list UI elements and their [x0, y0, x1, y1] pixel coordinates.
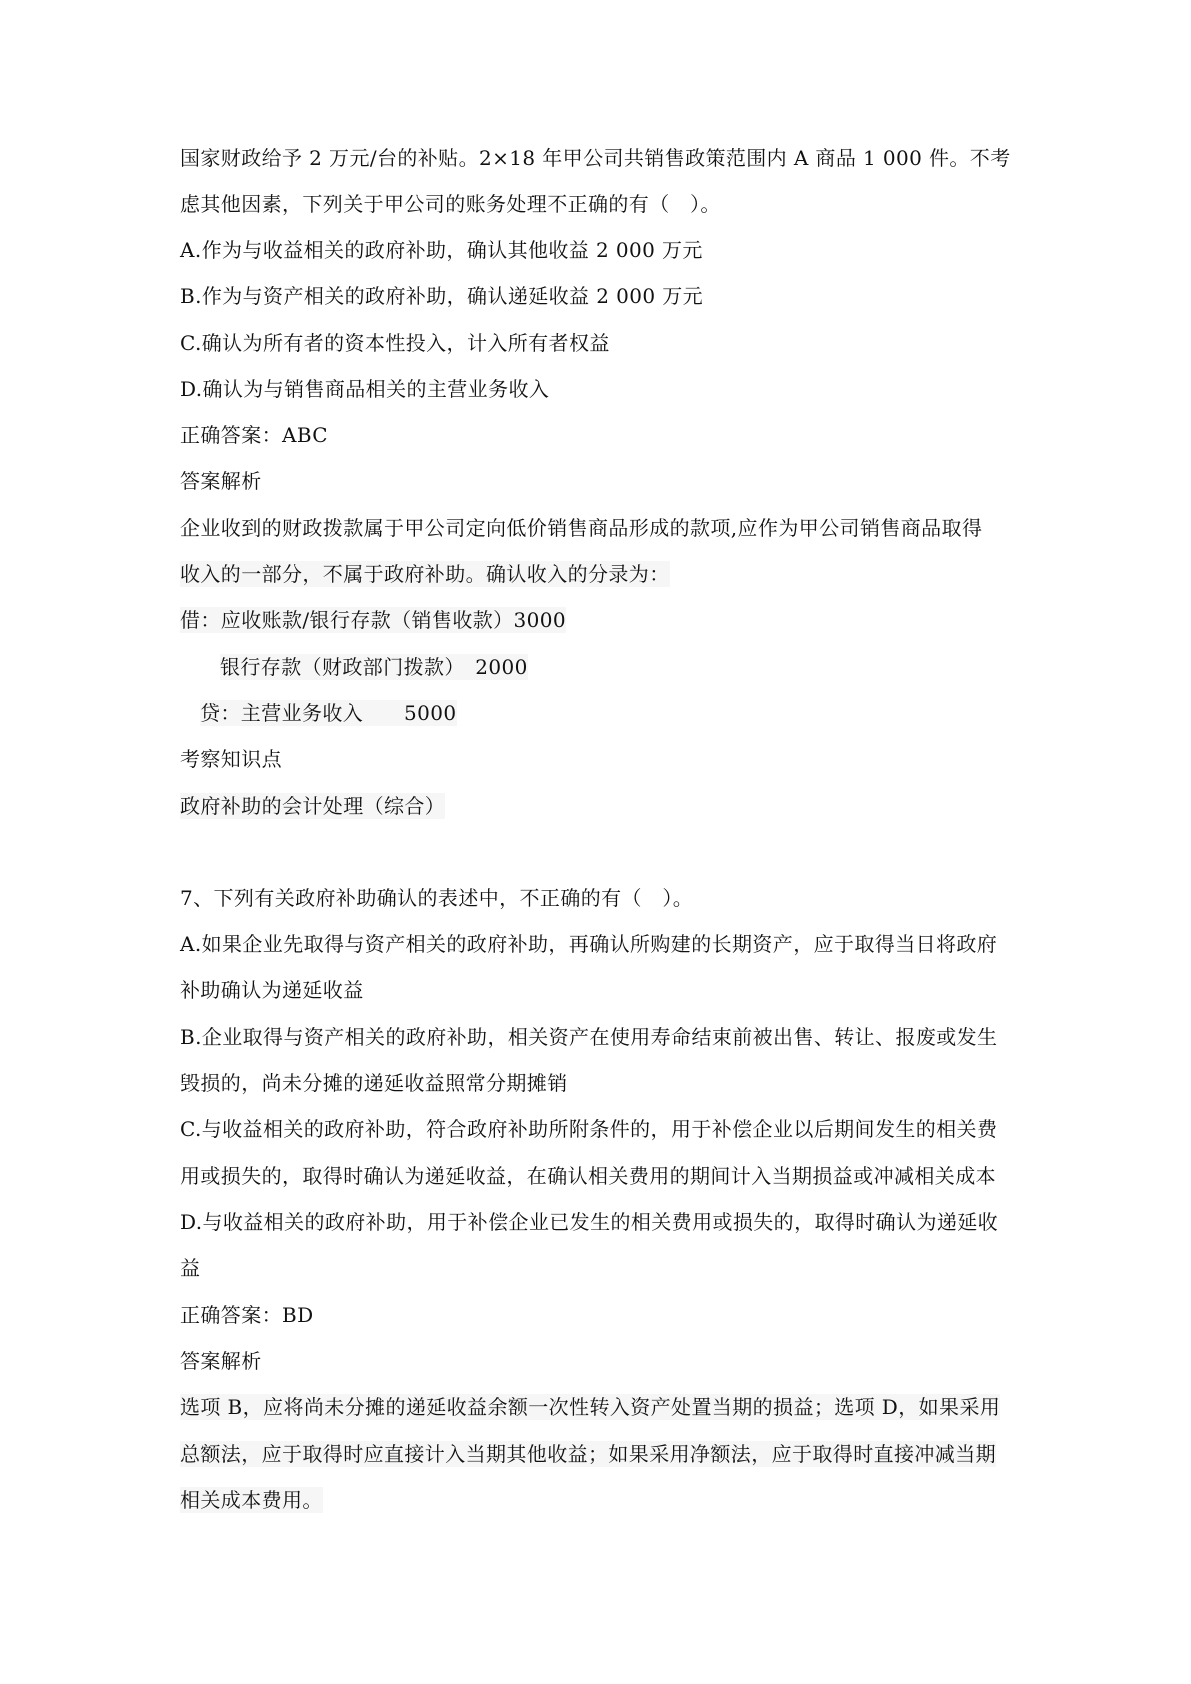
q7-option-a-line-2: 补助确认为递延收益: [180, 978, 364, 1002]
q7-analysis-line-3: 相关成本费用。: [180, 1488, 323, 1512]
q6-correct-answer: 正确答案：ABC: [180, 423, 329, 447]
q7-analysis-heading: 答案解析: [180, 1349, 262, 1373]
q6-journal-entry-debit-2: 银行存款（财政部门拨款） 2000: [220, 655, 528, 679]
q7-option-d-line-1: D.与收益相关的政府补助，用于补偿企业已发生的相关费用或损失的，取得时确认为递延收: [180, 1210, 999, 1234]
q7-option-a-line-1: A.如果企业先取得与资产相关的政府补助，再确认所购建的长期资产，应于取得当日将政府: [180, 932, 998, 956]
q6-stem-line-1: 国家财政给予 2 万元/台的补贴。2×18 年甲公司共销售政策范围内 A 商品 1 000 件。不考: [180, 146, 1011, 170]
q7-analysis-line-2: 总额法，应于取得时应直接计入当期其他收益；如果采用净额法，应于取得时直接冲减当期: [180, 1442, 996, 1466]
q6-journal-entry-debit: 借：应收账款/银行存款（销售收款）3000: [180, 608, 567, 632]
q7-option-c-line-2: 用或损失的，取得时确认为递延收益，在确认相关费用的期间计入当期损益或冲减相关成本: [180, 1164, 996, 1188]
q7-option-b-line-2: 毁损的，尚未分摊的递延收益照常分期摊销: [180, 1071, 568, 1095]
q6-option-b: B.作为与资产相关的政府补助，确认递延收益 2 000 万元: [180, 284, 704, 308]
q7-option-c-line-1: C.与收益相关的政府补助，符合政府补助所附条件的，用于补偿企业以后期间发生的相关费: [180, 1117, 998, 1141]
q7-option-d-line-2: 益: [180, 1256, 201, 1280]
q6-option-d: D.确认为与销售商品相关的主营业务收入: [180, 377, 550, 401]
q6-analysis-heading: 答案解析: [180, 469, 262, 493]
q6-analysis-line-2: 收入的一部分，不属于政府补助。确认收入的分录为：: [180, 562, 670, 586]
q7-question: 7、下列有关政府补助确认的表述中，不正确的有（ ）。: [180, 886, 694, 910]
q7-correct-answer: 正确答案：BD: [180, 1303, 314, 1327]
q6-knowledge-point: 政府补助的会计处理（综合）: [180, 794, 446, 818]
q6-journal-entry-credit: 贷：主营业务收入 5000: [200, 701, 457, 725]
q6-option-a: A.作为与收益相关的政府补助，确认其他收益 2 000 万元: [180, 238, 703, 262]
q6-analysis-line-1: 企业收到的财政拨款属于甲公司定向低价销售商品形成的款项,应作为甲公司销售商品取得: [180, 516, 983, 540]
q7-analysis-line-1: 选项 B，应将尚未分摊的递延收益余额一次性转入资产处置当期的损益；选项 D，如果采用: [180, 1395, 1001, 1419]
q6-option-c: C.确认为所有者的资本性投入，计入所有者权益: [180, 331, 610, 355]
q6-knowledge-heading: 考察知识点: [180, 747, 282, 771]
q6-stem-line-2: 虑其他因素，下列关于甲公司的账务处理不正确的有（ ）。: [180, 192, 721, 216]
q7-option-b-line-1: B.企业取得与资产相关的政府补助，相关资产在使用寿命结束前被出售、转让、报废或发生: [180, 1025, 998, 1049]
